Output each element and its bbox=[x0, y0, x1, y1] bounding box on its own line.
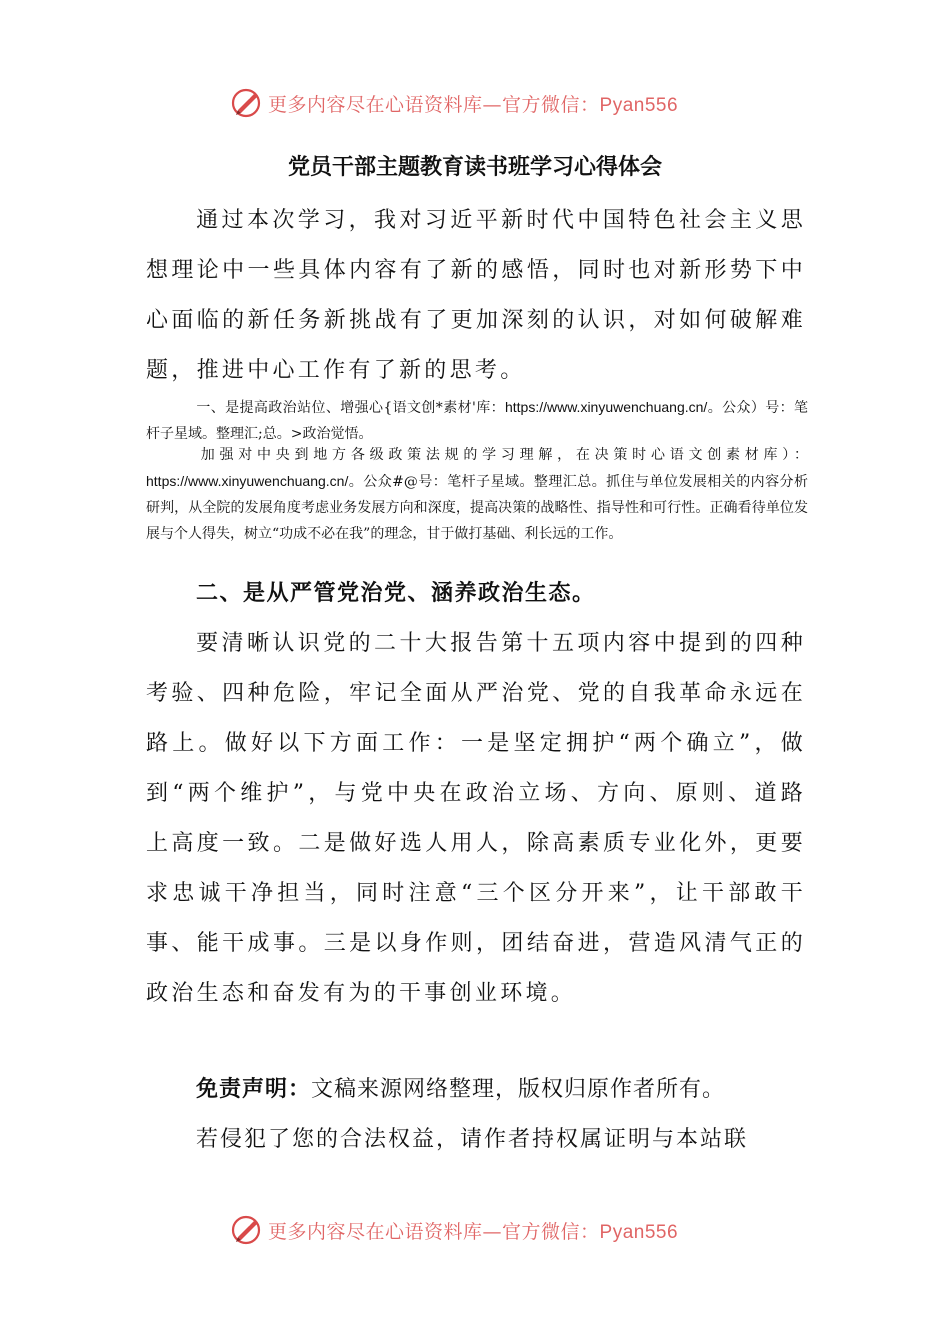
banner-wechat-label: 官方微信： bbox=[502, 93, 600, 116]
section1-line1 bbox=[146, 394, 808, 447]
section2-paragraph bbox=[146, 619, 806, 1019]
section2-heading: 二、是从严管党治党、涵养政治生态。 bbox=[196, 581, 596, 606]
banner-wechat-id: Pyan556 bbox=[599, 1221, 679, 1243]
section2-body: 要清晰认识党的二十大报告第十五项内容中提到的四种考验、四种危险，牢记全面从严治党、党的自我革命永远在路上。做好以下方面工作：一是坚定拥护“两个确立”，做到“两个维护”，与党中央在政治立场、方向、原则、道路上高度一致。二是做好选人用人，除高素质专业化外，更要求忠诚干净担当，同时注意“三个区分开来”，让干部敢干事、能干成事。三是以身作则，团结奋进，营造风清气正的政治生态和奋发有为的干事创业环境。 bbox=[146, 631, 806, 1006]
header-banner[interactable] bbox=[230, 83, 678, 123]
document-title: 党员干部主题教育读书班学习心得体会 bbox=[287, 155, 662, 180]
pen-logo-icon bbox=[230, 1213, 264, 1247]
intro-text: 通过本次学习，我对习近平新时代中国特色社会主义思想理论中一些具体内容有了新的感悟，同时也对新形势下中心面临的新任务新挑战有了更加深刻的认识，对如何破解难题，推进中心工作有了新的思考。 bbox=[146, 208, 806, 383]
disclaimer-label: 免责声明： bbox=[196, 1077, 312, 1102]
disclaimer-text1: 文稿来源网络整理，版权归原作者所有。 bbox=[311, 1077, 726, 1102]
disclaimer-text2: 若侵犯了您的合法权益，请作者持权属证明与本站联 bbox=[196, 1127, 749, 1152]
footer-banner[interactable] bbox=[230, 1210, 678, 1250]
section1-line1-b: 。公众）号：笔杆子星域。整理汇;总。>政治觉悟。 bbox=[146, 400, 808, 442]
section1-para-b: 。公众#@号：笔杆子星域。整理汇总。抓住与单位发展相关的内容分析研判，从全院的发展角度考虑业务发展方向和深度，提高决策的战略性、指导性和可行性。正确看待单位发展与个人得失，树立“功成不必在我”的理念，甘于做打基础、利长远的工作。 bbox=[146, 474, 808, 542]
section1-para-a: 加强对中央到地方各级政策法规的学习理解，在决策时心语文创素材库）： bbox=[196, 447, 808, 463]
banner-text: 更多内容尽在心语资料库 bbox=[268, 1220, 483, 1243]
disclaimer-line1 bbox=[146, 1065, 806, 1115]
banner-separator: — bbox=[482, 1220, 503, 1243]
disclaimer-line2 bbox=[146, 1115, 806, 1165]
section1-para-url: https://www.xinyuwenchuang.cn/ bbox=[146, 473, 349, 489]
section1-line1-a: 一、是提高政治站位、增强心{语文创*素材'库： bbox=[196, 400, 505, 416]
banner-text: 更多内容尽在心语资料库 bbox=[268, 93, 483, 116]
intro-paragraph bbox=[146, 196, 806, 396]
banner-separator: — bbox=[482, 93, 503, 116]
section1-paragraph bbox=[146, 442, 808, 547]
section1-line1-url: https://www.xinyuwenchuang.cn/ bbox=[504, 399, 708, 415]
banner-wechat-id: Pyan556 bbox=[599, 94, 679, 116]
banner-wechat-label: 官方微信： bbox=[502, 1220, 600, 1243]
pen-logo-icon bbox=[230, 86, 264, 120]
